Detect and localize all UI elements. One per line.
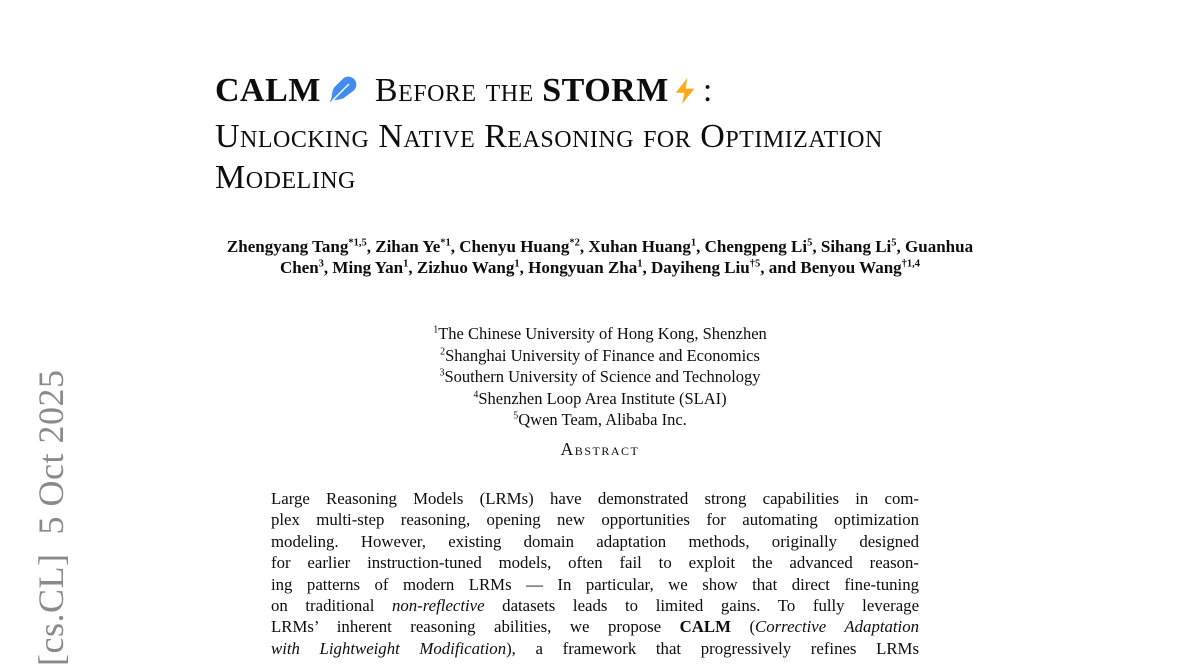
author-name: Chengpeng Li$^5$	[704, 237, 813, 256]
lightning-icon	[671, 75, 699, 116]
abstract-line: LRMs’ inherent reasoning abilities, we propose CALM (Corrective Adaptation	[271, 617, 919, 637]
author-name: Dayiheng Liu$^{\dagger 5}$	[651, 257, 761, 277]
author-name: Benyou Wang$^{\dagger 1,4}$	[800, 257, 921, 277]
author-name: Ming Yan$^1$	[332, 257, 409, 277]
affiliation-item: $^1$The Chinese University of Hong Kong, Shenzhen	[433, 324, 767, 343]
storm-text: STORM	[542, 72, 669, 109]
author-name: Zihan Ye$^{*1}$	[375, 237, 451, 256]
author-name: Zizhuo Wang$^1$	[416, 257, 520, 277]
abstract-line: for earlier instruction-tuned models, often fail to exploit the advanced reason-	[271, 553, 919, 573]
arxiv-stamp: [cs.CL] 5 Oct 2025	[31, 369, 71, 666]
title-line-1	[215, 70, 1045, 116]
author-name: Hongyuan Zha$^1$	[528, 257, 643, 277]
before-the-text: Before the	[374, 72, 534, 109]
affiliation-item: $^3$Southern University of Science and Technology	[439, 367, 761, 387]
affiliation-item: $^4$Shenzhen Loop Area Institute (SLAI)	[473, 388, 727, 408]
calm-text: CALM	[215, 72, 321, 109]
title-line-3: Modeling	[215, 159, 356, 196]
author-list: Zhengyang Tang$^{*1,5}$, Zihan Ye$^{*1}$, Chenyu Huang$^{*2}$, Xuhan Huang$^1$, Chengpeng Li$^5$, Sihang Li$^5$, Guanhua Chen$^3$, Ming Yan$^1$, Zizhuo Wang$^1$, Hongyuan Zha$^1$, Dayiheng Liu$^{\dagger 5}$, and Benyou Wang$^{\dagger 1,4}$	[226, 237, 974, 277]
author-name: Xuhan Huang$^1$	[588, 237, 697, 256]
title-colon: :	[702, 72, 713, 109]
author-name: Chenyu Huang$^{*2}$	[459, 237, 580, 256]
abstract-heading: Abstract	[560, 439, 640, 459]
abstract-line: Large Reasoning Models (LRMs) have demonstrated strong capabilities in com-	[271, 489, 919, 508]
author-name: Sihang Li$^5$	[820, 237, 897, 256]
abstract-body	[271, 488, 919, 659]
abstract-line: modeling. However, existing domain adaptation methods, originally designed	[271, 531, 919, 551]
abstract-line: plex multi-step reasoning, opening new opportunities for automating optimization	[271, 510, 919, 530]
abstract-line: ing patterns of modern LRMs — In particular, we show that direct fine-tuning	[271, 574, 919, 594]
title-line-2: Unlocking Native Reasoning for Optimization	[215, 118, 883, 155]
feather-icon	[327, 74, 359, 116]
affiliation-item: $^5$Qwen Team, Alibaba Inc.	[513, 410, 687, 430]
paper-title	[215, 70, 1045, 198]
author-name: Zhengyang Tang$^{*1,5}$	[226, 237, 367, 256]
affiliation-list	[0, 323, 1200, 431]
affiliation-item: $^2$Shanghai University of Finance and Economics	[440, 345, 760, 365]
abstract-line: on traditional non-reflective datasets leads to limited gains. To fully leverage	[271, 595, 920, 615]
author-name: Guanhua Chen$^3$	[279, 237, 974, 277]
abstract-line: with Lightweight Modification), a framework that progressively refines LRMs	[271, 638, 919, 658]
